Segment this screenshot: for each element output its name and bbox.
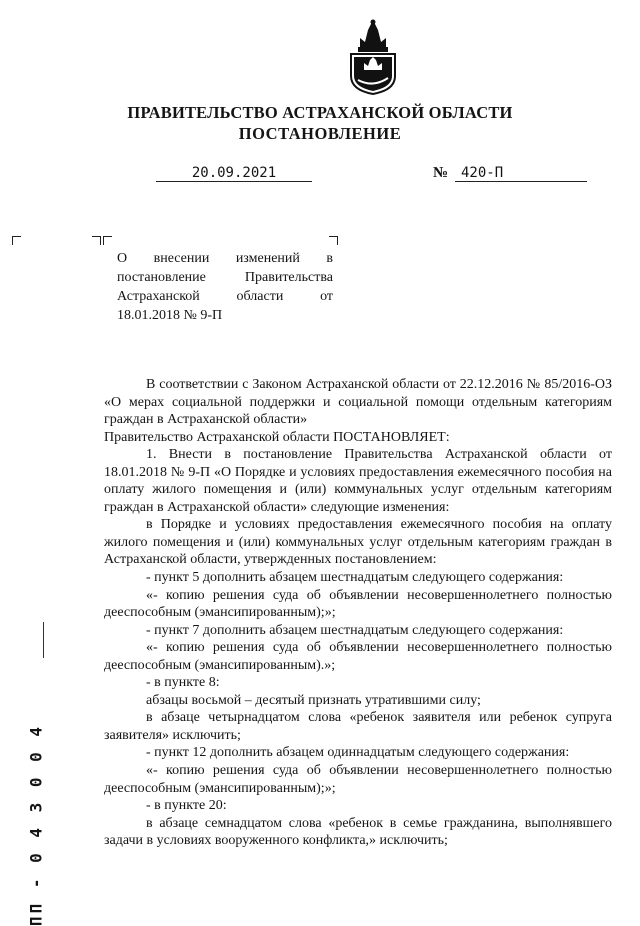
body-paragraph: - пункт 5 дополнить абзацем шестнадцатым следующего содержания: <box>146 570 564 586</box>
body-paragraph: - пункт 12 дополнить абзацем одиннадцатым следующего содержания: <box>146 745 570 761</box>
body-paragraph: - в пункте 8: <box>146 675 220 691</box>
document-type: ПОСТАНОВЛЕНИЕ <box>238 124 402 143</box>
number-label: № <box>433 165 449 181</box>
body-paragraph: - в пункте 20: <box>146 798 227 814</box>
body-paragraph: «- копию решения суда об объявлении несовершеннолетнего полностью дееспособным (эмансипированным);»; <box>104 587 612 621</box>
body-paragraph: Правительство Астраханской области ПОСТАНОВЛЯЕТ: <box>104 429 450 445</box>
document-body <box>104 376 612 850</box>
form-code <box>16 723 56 926</box>
body-paragraph: в абзаце четырнадцатом слова «ребенок заявителя или ребенок супруга заявителя» исключить; <box>104 710 612 743</box>
body-paragraph: - пункт 7 дополнить абзацем шестнадцатым следующего содержания: <box>146 622 564 638</box>
body-paragraph: в абзаце семнадцатом слова «ребенок в семье гражданина, выполнявшего задачи в условиях вооруженного конфликта,» исключить; <box>104 815 612 849</box>
body-paragraph: «- копию решения суда об объявлении несовершеннолетнего полностью дееспособным (эмансипированным);»; <box>104 763 612 796</box>
document-subject: О внесении изменений в постановление Правительства Астраханской области от 18.01.2018 № 9-П <box>117 251 333 323</box>
margin-line <box>43 622 44 658</box>
document-number: 420-П <box>455 165 587 182</box>
form-code-text: ПП - 0 4 3 0 0 4 <box>26 723 46 926</box>
document-date: 20.09.2021 <box>156 165 312 182</box>
org-title: ПРАВИТЕЛЬСТВО АСТРАХАНСКОЙ ОБЛАСТИ <box>127 103 513 122</box>
body-paragraph: «- копию решения суда об объявлении несовершеннолетнего полностью дееспособным (эмансипированным).»; <box>104 640 612 673</box>
body-paragraph: в Порядке и условиях предоставления ежемесячного пособия на оплату жилого помещения и (или) коммунальных услуг отдельным категориям граждан в Астраханской области, утвержденных постановлением: <box>104 517 612 568</box>
corner-mark-subject-right <box>329 236 338 245</box>
corner-mark-subject-left-2 <box>92 236 101 245</box>
corner-mark-left <box>12 236 21 245</box>
body-paragraph: 1. Внести в постановление Правительства Астраханской области от 18.01.2018 № 9-П «О Порядке и условиях предоставления ежемесячного пособия на оплату жилого помещения и (или) коммунальных услуг отдельным категориям граждан в Астраханской области» следующие изменения: <box>104 447 612 515</box>
corner-mark-subject-left <box>103 236 112 245</box>
body-paragraph: В соответствии с Законом Астраханской области от 22.12.2016 № 85/2016-ОЗ «О мерах социальной поддержки и социальной помощи отдельным категориям граждан в Астраханской области» <box>104 377 612 428</box>
body-paragraph: абзацы восьмой – десятый признать утратившими силу; <box>146 692 481 708</box>
coat-of-arms-icon <box>346 18 400 96</box>
